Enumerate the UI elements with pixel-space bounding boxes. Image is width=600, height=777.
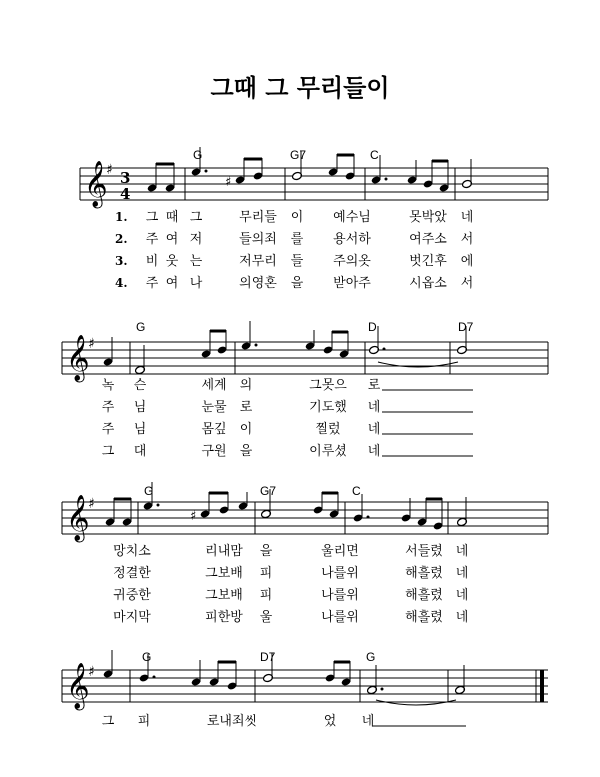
tie [376,700,456,705]
lyric-syllable: 을 [239,444,253,459]
lyric-syllable: 울 [259,610,273,625]
chord-symbol: D7 [458,320,474,334]
lyric-syllable: 눈물 [201,400,227,415]
lyric-syllable: 님 [133,400,147,415]
lyric-syllable: 나를위 [321,566,359,581]
lyric-syllable: 찔렀 [315,422,341,437]
chord-symbol: C [370,148,379,162]
key-signature-sharp: ♯ [88,336,95,352]
lyrics-system-4 [102,713,375,729]
lyric-syllable: 그 [189,210,203,225]
lyric-syllable: 피 [259,566,273,581]
dot [385,178,388,181]
lyric-syllable: 여 [165,276,179,291]
notes [103,650,466,705]
lyric-syllable: 그보배 [205,566,243,581]
treble-clef-icon: 𝄞 [66,335,90,381]
lyric-syllable: 그 [101,444,115,459]
lyrics-system-2 [102,377,381,459]
sharp-icon: ♯ [190,509,197,524]
lyric-syllable: 서 [460,232,474,247]
dot [381,688,384,691]
lyric-syllable: 나를위 [321,588,359,603]
lyric-syllable: 때 [165,210,179,225]
lyric-syllable: 주 [145,232,159,247]
lyrics-block [115,210,128,290]
time-signature-bottom: 4 [120,185,131,203]
lyric-syllable: 그보배 [205,588,243,603]
lyric-syllable: 시옵소 [409,276,447,291]
lyric-syllable: 주 [101,422,115,437]
lyric-syllable: 귀중한 [113,588,151,603]
lyric-syllable: 용서하 [333,232,371,247]
chord-symbol: G7 [290,148,307,162]
staff [62,342,548,374]
system-4 [62,650,548,726]
lyric-syllable: 들의죄 [239,232,277,247]
lyric-syllable: 을 [290,276,304,291]
lyric-syllable: 었 [323,714,337,729]
chord-symbol: D7 [260,650,276,664]
lyric-syllable: 받아주 [333,276,371,291]
lyric-syllable: 주 [101,400,115,415]
lyric-syllable: 피 [137,714,151,729]
lyric-syllable: 비 [145,254,159,269]
lyric-syllable: 네 [367,400,381,415]
key-signature-sharp: ♯ [88,496,95,512]
lyric-syllable: 울리면 [321,544,359,559]
chord-symbol: G [366,650,376,664]
chord-symbol: G7 [260,484,277,498]
lyric-syllable: 웃 [165,254,179,269]
lyric-syllable: 을 [259,544,273,559]
notes [105,482,468,531]
lyric-syllable: 주 [145,276,159,291]
lyrics-system-1 [146,209,474,291]
lyric-syllable: 들 [290,254,304,269]
lyric-syllable: 저 [189,232,203,247]
lyric-syllable: 망치소 [113,544,151,559]
staff [62,670,548,702]
lyrics-system-3 [113,543,468,625]
lyric-syllable: 주의옷 [333,254,371,269]
lyric-syllable: 몸깊 [201,422,227,437]
verse-number: 2. [115,232,128,246]
lyric-syllable: 저무리 [239,254,277,269]
lyric-syllable: 세계 [201,378,227,393]
lyric-syllable: 는 [189,254,203,269]
lyric-syllable: 그 [101,714,115,729]
lyric-syllable: 네 [367,422,381,437]
dot [205,170,208,173]
treble-clef-icon: 𝄞 [84,161,108,207]
dot [157,504,160,507]
sharp-icon: ♯ [225,175,232,190]
lyric-syllable: 해흘렸 [405,588,443,603]
staff [80,168,548,200]
lyric-syllable: 못박았 [409,210,447,225]
notes [103,321,468,375]
lyric-syllable: 정결한 [113,566,151,581]
lyric-syllable: 네 [455,566,469,581]
lyric-syllable: 로 [239,400,253,415]
lyric-syllable: 리내맘 [205,544,243,559]
dot [367,516,370,519]
system-3 [62,482,548,543]
dot [255,344,258,347]
treble-clef-icon: 𝄞 [66,495,90,541]
time-signature-top: 3 [120,169,131,187]
lyric-syllable: 무리들 [239,210,277,225]
lyric-syllable: 이 [239,422,253,437]
lyric-syllable: 그못으 [309,378,347,393]
lyric-syllable: 네 [455,610,469,625]
chord-symbol: G [142,650,152,664]
lyric-syllable: 의 [239,378,253,393]
chord-symbol: G [136,320,146,334]
verse-number: 3. [115,254,128,268]
verse-number: 4. [115,276,128,290]
treble-clef-icon: 𝄞 [66,663,90,709]
lyric-syllable: 슨 [133,378,147,393]
key-signature-sharp: ♯ [106,162,113,178]
lyric-syllable: 피 [259,588,273,603]
lyric-syllable: 나를위 [321,610,359,625]
lyric-syllable: 서들렸 [405,544,443,559]
lyric-syllable: 해흘렸 [405,566,443,581]
lyric-syllable: 의영혼 [239,276,277,291]
lyric-syllable: 그 [145,210,159,225]
chord-symbol: G [144,484,154,498]
lyric-syllable: 님 [133,422,147,437]
lyric-syllable: 대 [133,444,147,459]
lyric-syllable: 구원 [201,444,227,459]
lyric-syllable: 녹 [101,378,115,393]
chord-symbol: D [368,320,377,334]
key-signature-sharp: ♯ [88,664,95,680]
chord-symbol: G [193,148,203,162]
verse-number: 1. [115,210,128,224]
song-title: 그때 그 무리들이 [210,73,390,102]
lyric-syllable: 에 [460,254,474,269]
lyric-syllable: 로 [367,378,381,393]
lyric-syllable: 를 [290,232,304,247]
lyric-syllable: 피한방 [205,610,243,625]
lyric-syllable: 이루셨 [309,444,347,459]
lyric-syllable: 네 [455,588,469,603]
lyric-syllable: 네 [455,544,469,559]
lyric-syllable: 로내죄씻 [206,714,258,729]
dot [383,348,386,351]
lyric-syllable: 네 [460,210,474,225]
lyric-syllable: 네 [361,714,375,729]
chord-symbol: C [352,484,361,498]
lyric-syllable: 서 [460,276,474,291]
lyric-syllable: 네 [367,444,381,459]
lyric-syllable: 여 [165,232,179,247]
lyric-syllable: 기도했 [309,400,347,415]
lyric-syllable: 여주소 [409,232,447,247]
dot [153,676,156,679]
lyric-syllable: 예수님 [333,210,371,225]
lyric-syllable: 마지막 [113,610,151,625]
lyric-syllable: 나 [189,276,203,291]
lyric-syllable: 이 [290,210,304,225]
lyric-syllable: 벗긴후 [409,254,447,269]
staff [62,502,548,534]
lyric-syllable: 해흘렸 [405,610,443,625]
lyrics-block [382,390,473,456]
